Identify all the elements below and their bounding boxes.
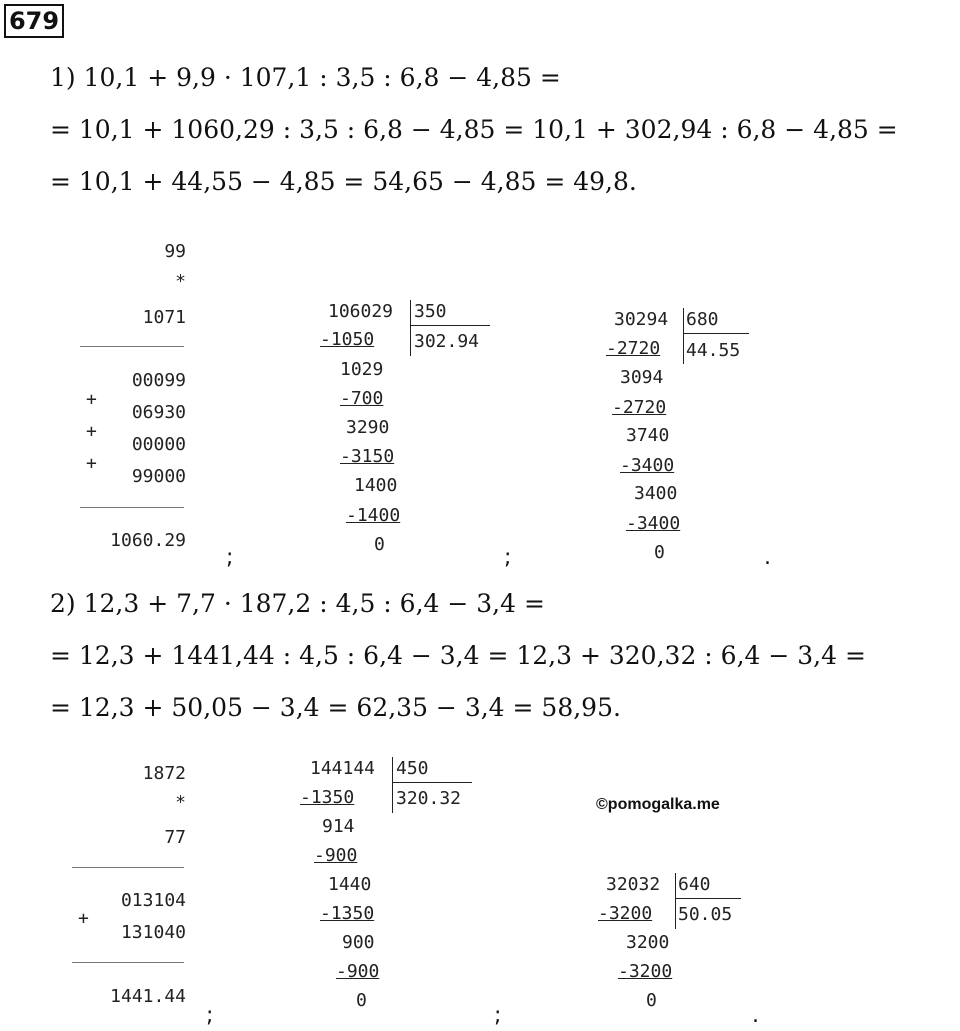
- division-step: -700: [340, 388, 384, 409]
- rule-line: [80, 507, 184, 508]
- dividend: 106029: [328, 301, 394, 322]
- division-step: 3094: [620, 367, 664, 388]
- equation-line: = 12,3 + 1441,44 : 4,5 : 6,4 − 3,4 = 12,3 + 320,32 : 6,4 − 3,4 =: [50, 641, 866, 670]
- division-step: -900: [336, 961, 380, 982]
- division-step: 3290: [346, 417, 390, 438]
- divisor: 450: [396, 758, 429, 779]
- task-number: 679: [4, 4, 64, 38]
- equation-line: 1) 10,1 + 9,9 · 107,1 : 3,5 : 6,8 − 4,85 =: [50, 63, 561, 92]
- division-step: 900: [342, 932, 375, 953]
- divisor: 640: [678, 874, 711, 895]
- division-rule: [392, 782, 472, 783]
- factor-b: 1071: [142, 307, 186, 328]
- partial-product: 00099: [131, 370, 186, 391]
- equation-line: = 10,1 + 1060,29 : 3,5 : 6,8 − 4,85 = 10,1 + 302,94 : 6,8 − 4,85 =: [50, 115, 898, 144]
- division-remainder: 0: [374, 534, 385, 555]
- division-step: -900: [314, 845, 358, 866]
- quotient: 50.05: [678, 904, 733, 925]
- factor-a: 1872: [142, 763, 186, 784]
- separator: .: [764, 545, 771, 570]
- factor-a: 99: [164, 241, 186, 262]
- equation-line: = 10,1 + 44,55 − 4,85 = 54,65 − 4,85 = 49,8.: [50, 167, 637, 196]
- division-bar: [683, 308, 684, 364]
- division-step: 3200: [626, 932, 670, 953]
- plus-sign: +: [86, 453, 97, 474]
- rule-line: [80, 346, 184, 347]
- division-step: 1400: [354, 475, 398, 496]
- divisor: 350: [414, 301, 447, 322]
- separator: ;: [494, 1003, 502, 1028]
- division-bar: [392, 757, 393, 813]
- division-step: -3400: [626, 513, 681, 534]
- partial-product: 06930: [131, 402, 186, 423]
- product-result: 1060.29: [110, 530, 186, 551]
- plus-sign: +: [86, 421, 97, 442]
- separator: ;: [226, 545, 234, 570]
- separator: .: [752, 1003, 759, 1028]
- division-remainder: 0: [654, 542, 665, 563]
- plus-sign: +: [78, 908, 89, 929]
- watermark: ©pomogalka.me: [596, 796, 720, 813]
- quotient: 320.32: [396, 788, 462, 809]
- equation-line: = 12,3 + 50,05 − 3,4 = 62,35 − 3,4 = 58,95.: [50, 693, 621, 722]
- dividend: 144144: [310, 758, 376, 779]
- multiply-sign: *: [175, 792, 186, 813]
- division-remainder: 0: [646, 990, 657, 1011]
- division-remainder: 0: [356, 990, 367, 1011]
- separator: ;: [206, 1003, 214, 1028]
- partial-product: 131040: [120, 922, 186, 943]
- division-rule: [675, 898, 741, 899]
- quotient: 44.55: [686, 340, 741, 361]
- division-step: -3150: [340, 446, 395, 467]
- divisor: 680: [686, 309, 719, 330]
- division-step: 3400: [634, 483, 678, 504]
- equation-line: 2) 12,3 + 7,7 · 187,2 : 4,5 : 6,4 − 3,4 =: [50, 589, 545, 618]
- division-step: -3200: [618, 961, 673, 982]
- division-rule: [683, 333, 749, 334]
- division-bar: [675, 873, 676, 929]
- division-step: -1400: [346, 505, 401, 526]
- rule-line: [72, 962, 184, 963]
- separator: ;: [504, 545, 512, 570]
- plus-sign: +: [86, 389, 97, 410]
- multiply-sign: *: [175, 271, 186, 292]
- division-step: -1350: [320, 903, 375, 924]
- factor-b: 77: [164, 827, 186, 848]
- partial-product: 00000: [131, 434, 186, 455]
- division-step: 1029: [340, 359, 384, 380]
- partial-product: 99000: [131, 466, 186, 487]
- rule-line: [72, 867, 184, 868]
- division-step: -2720: [606, 338, 661, 359]
- division-step: -3200: [598, 903, 653, 924]
- partial-product: 013104: [120, 890, 186, 911]
- division-step: 1440: [328, 874, 372, 895]
- division-step: -1050: [320, 329, 375, 350]
- dividend: 32032: [606, 874, 661, 895]
- division-step: -1350: [300, 787, 355, 808]
- division-rule: [410, 325, 490, 326]
- dividend: 30294: [614, 309, 669, 330]
- division-step: -3400: [620, 455, 675, 476]
- product-result: 1441.44: [110, 986, 186, 1007]
- division-bar: [410, 300, 411, 356]
- division-step: 3740: [626, 425, 670, 446]
- division-step: 914: [322, 816, 355, 837]
- quotient: 302.94: [414, 331, 480, 352]
- division-step: -2720: [612, 397, 667, 418]
